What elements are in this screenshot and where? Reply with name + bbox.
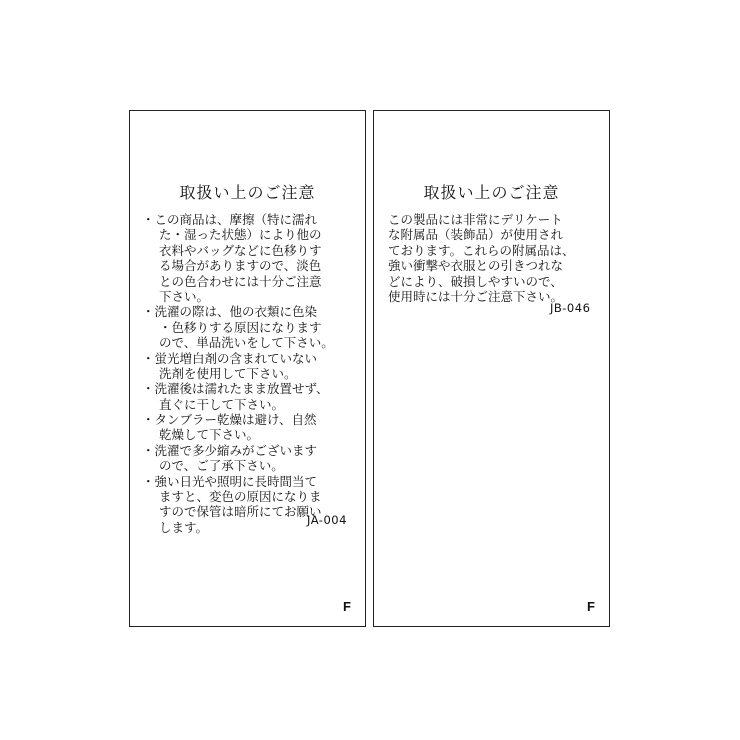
instruction-line: 洗剤を使用して下さい。 xyxy=(159,365,297,381)
instruction-line: ので、ご了承下さい。 xyxy=(159,458,284,474)
care-label-left xyxy=(129,110,366,627)
size-mark: F xyxy=(343,599,351,614)
instruction-line: 使用時には十分ご注意下さい。 xyxy=(388,288,564,304)
instruction-line: ・色移りする原因になります xyxy=(159,319,322,335)
instruction-line: る場合がありますので、淡色 xyxy=(159,258,322,274)
instruction-line: ・洗濯の際は、他の衣類に色染 xyxy=(142,304,318,320)
instruction-line: すので保管は暗所にてお願い xyxy=(159,504,322,520)
instruction-line: ので、単品洗いをして下さい。 xyxy=(159,335,334,351)
instruction-line: 乾燥して下さい。 xyxy=(159,427,260,443)
label-code: JA-004 xyxy=(307,513,347,527)
care-instructions xyxy=(142,212,334,535)
care-label-title: 取扱い上のご注意 xyxy=(423,183,560,202)
care-instructions xyxy=(388,212,575,304)
instruction-line: な附属品（装飾品）が使用され xyxy=(388,227,564,243)
instruction-line: ますと、変色の原因になりま xyxy=(159,489,322,505)
label-code: JB-046 xyxy=(550,301,591,315)
instruction-line: します。 xyxy=(159,519,209,535)
instruction-line: 直ぐに干して下さい。 xyxy=(159,396,285,412)
instruction-line: この製品には非常にデリケート xyxy=(388,212,563,227)
instruction-line: た・湿った状態）により他の xyxy=(159,227,322,243)
instruction-line: 衣料やバッグなどに色移りす xyxy=(159,242,322,258)
instruction-line: ・洗濯で多少縮みがございます xyxy=(142,442,318,458)
instruction-line: どにより、破損しやすいので、 xyxy=(388,273,563,289)
care-label-right xyxy=(373,110,610,627)
care-label-title: 取扱い上のご注意 xyxy=(179,183,316,202)
instruction-line: ・蛍光増白剤の含まれていない xyxy=(142,350,318,366)
instruction-line: ・この商品は、摩擦（特に濡れ xyxy=(142,212,318,227)
size-mark: F xyxy=(587,599,595,614)
instruction-line: ・強い日光や照明に長時間当て xyxy=(142,473,318,489)
instruction-line: ・洗濯後は濡れたまま放置せず、 xyxy=(142,381,329,397)
instruction-line: 強い衝撃や衣服との引きつれな xyxy=(388,258,564,274)
instruction-line: ・タンブラー乾燥は避け、自然 xyxy=(142,412,317,428)
instruction-line: 下さい。 xyxy=(159,288,210,304)
instruction-line: ております。これらの附属品は、 xyxy=(388,242,575,258)
instruction-line: との色合わせには十分ご注意 xyxy=(159,273,322,289)
